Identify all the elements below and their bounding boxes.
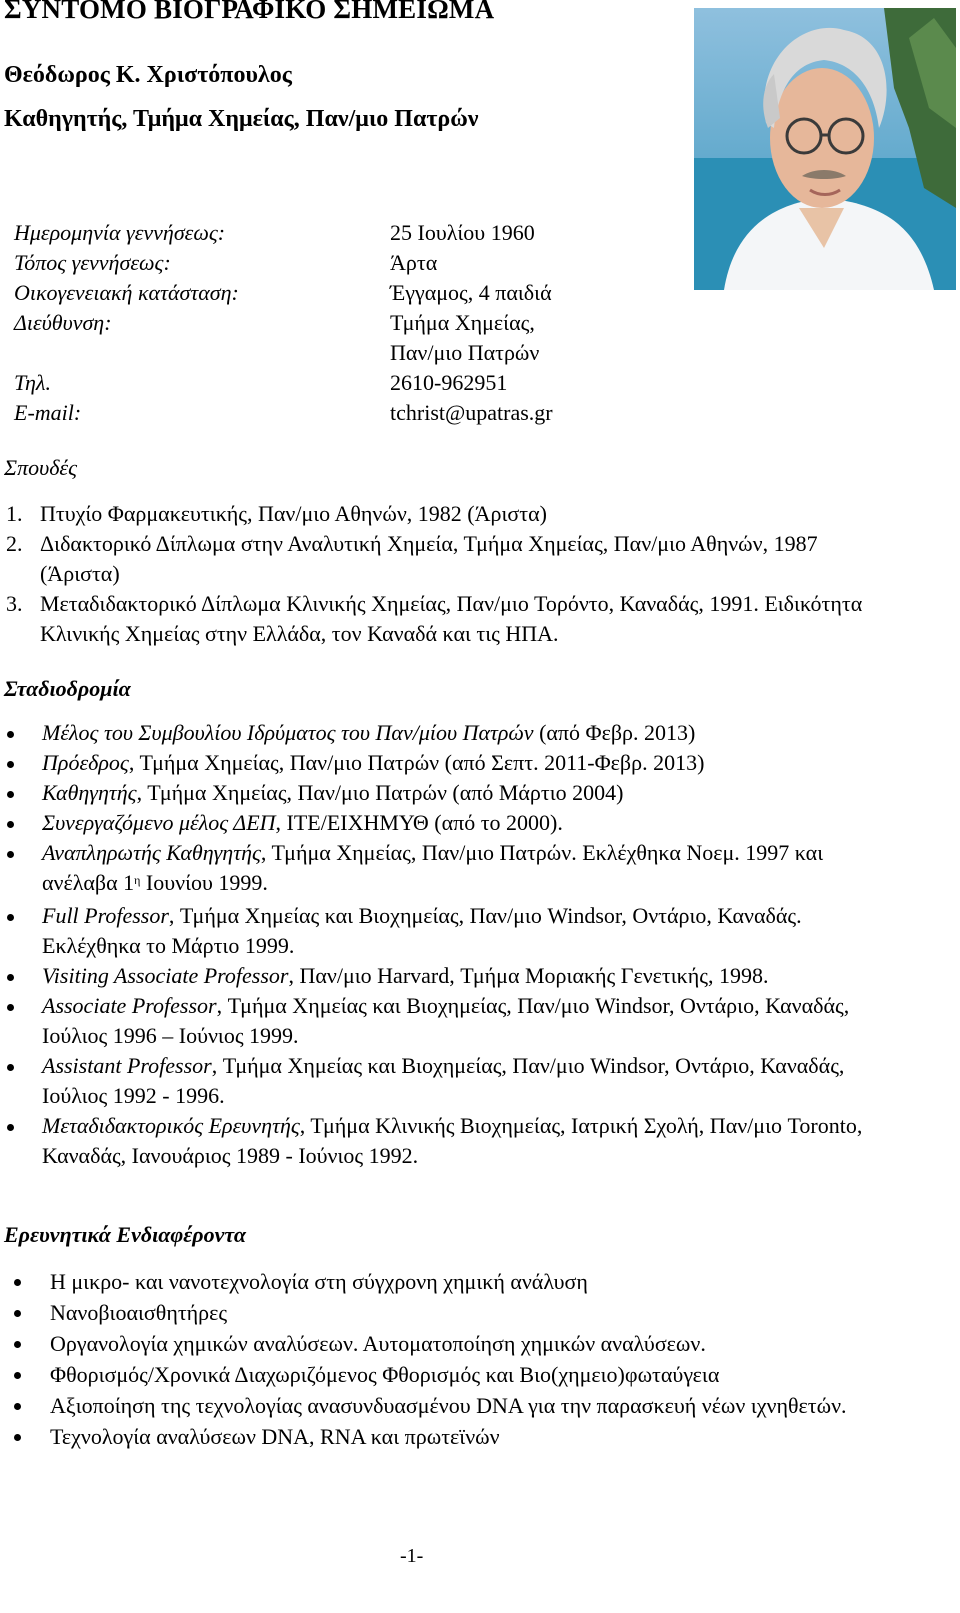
info-value: Παν/μιο Πατρών	[390, 340, 540, 365]
list-item	[0, 778, 900, 808]
list-item	[0, 1421, 900, 1452]
bullet-icon	[7, 1124, 14, 1131]
career-role: Αναπληρωτής Καθηγητής	[42, 840, 261, 865]
list-item	[0, 808, 900, 838]
item-number: 1.	[6, 501, 23, 526]
bullet-icon	[7, 731, 14, 738]
item-number: 2.	[6, 531, 23, 556]
list-item	[0, 991, 900, 1051]
item-number: 3.	[6, 591, 23, 616]
career-detail: , Τμήμα Χημείας και Βιοχημείας, Παν/μιο Windsor, Οντάριο, Καναδάς. Εκλέχθηκα το Μάρτιο 1999.	[42, 903, 802, 958]
list-item	[0, 838, 900, 901]
bullet-icon	[14, 1372, 21, 1379]
list-item	[0, 1111, 900, 1171]
interest-text: Αξιοποίηση της τεχνολογίας ανασυνδυασμένου DNA για την παρασκευή νέων ιχνηθετών.	[50, 1393, 847, 1418]
info-label: Ημερομηνία γεννήσεως:	[14, 220, 226, 245]
career-role: Συνεργαζόμενο μέλος ΔΕΠ	[42, 810, 276, 835]
info-label: Τόπος γεννήσεως:	[14, 250, 171, 275]
list-item	[0, 748, 900, 778]
list-item	[0, 961, 900, 991]
bullet-icon	[7, 821, 14, 828]
education-heading: Σπουδές	[4, 455, 78, 480]
list-item	[0, 1297, 900, 1328]
career-role: Πρόεδρος	[42, 750, 129, 775]
bullet-icon	[7, 1004, 14, 1011]
career-detail: , Τμήμα Χημείας και Βιοχημείας, Παν/μιο Windsor, Οντάριο, Καναδάς, Ιούλιος 1992 - 1996.	[42, 1053, 845, 1108]
bullet-icon	[7, 914, 14, 921]
career-role: Καθηγητής	[42, 780, 137, 805]
career-detail: (από Φεβρ. 2013)	[533, 720, 696, 745]
info-label: Οικογενειακή κατάσταση:	[14, 280, 239, 305]
career-detail: , Τμήμα Κλινικής Βιοχημείας, Ιατρική Σχολή, Παν/μιο Toronto, Καναδάς, Ιανουάριος 1989 - Ιούνιος 1992.	[42, 1113, 863, 1168]
info-label: Τηλ.	[14, 370, 51, 395]
person-name: Θεόδωρος Κ. Χριστόπουλος	[4, 62, 292, 88]
list-item	[0, 901, 900, 961]
list-item	[0, 1266, 900, 1297]
career-role: Visiting Associate Professor	[42, 963, 289, 988]
education-list	[6, 499, 886, 649]
person-position: Καθηγητής, Τμήμα Χημείας, Παν/μιο Πατρών	[4, 106, 479, 132]
info-value: 2610-962951	[390, 370, 508, 395]
ordinal-suffix: η	[134, 873, 141, 887]
info-label: Διεύθυνση:	[14, 310, 112, 335]
interests-list	[0, 1266, 900, 1452]
list-item	[0, 1390, 900, 1421]
career-list	[0, 718, 900, 1171]
info-value: Έγγαμος, 4 παιδιά	[390, 280, 552, 305]
career-detail-tail: Ιουνίου 1999.	[140, 870, 268, 895]
list-item	[0, 1359, 900, 1390]
career-role: Μεταδιδακτορικός Ερευνητής	[42, 1113, 300, 1138]
career-heading: Σταδιοδρομία	[4, 676, 131, 701]
career-role: Μέλος του Συμβουλίου Ιδρύματος του Παν/μίου Πατρών	[42, 720, 534, 745]
item-text: Πτυχίο Φαρμακευτικής, Παν/μιο Αθηνών, 1982 (Άριστα)	[40, 501, 547, 526]
interest-text: Φθορισμός/Χρονικά Διαχωριζόμενος Φθορισμός και Βιο(χημειο)φωταύγεια	[50, 1362, 720, 1387]
bullet-icon	[14, 1434, 21, 1441]
info-value: Άρτα	[390, 250, 438, 275]
list-item	[0, 1051, 900, 1111]
interests-heading: Ερευνητικά Ενδιαφέροντα	[4, 1222, 247, 1247]
list-item	[0, 718, 900, 748]
career-role: Associate Professor	[42, 993, 217, 1018]
bullet-icon	[7, 761, 14, 768]
interest-text: Νανοβιοαισθητήρες	[50, 1300, 228, 1325]
email-link[interactable]: tchrist@upatras.gr	[390, 400, 553, 425]
interest-text: Τεχνολογία αναλύσεων DNA, RNA και πρωτεϊνών	[50, 1424, 500, 1449]
career-detail: , Παν/μιο Harvard, Τμήμα Μοριακής Γενετικής, 1998.	[288, 963, 769, 988]
list-item	[0, 1328, 900, 1359]
info-value: Τμήμα Χημείας,	[390, 310, 535, 335]
career-detail: , ΙΤΕ/ΕΙΧΗΜΥΘ (από το 2000).	[275, 810, 563, 835]
portrait-photo	[694, 8, 956, 290]
interest-text: Η μικρο- και νανοτεχνολογία στη σύγχρονη χημική ανάλυση	[50, 1269, 588, 1294]
document-title: ΣΥΝΤΟΜΟ ΒΙΟΓΡΑΦΙΚΟ ΣΗΜΕΙΩΜΑ	[4, 0, 495, 24]
list-item	[6, 499, 886, 529]
info-value: 25 Ιουλίου 1960	[390, 220, 535, 245]
bullet-icon	[7, 791, 14, 798]
page-number: -1-	[400, 1545, 424, 1567]
bullet-icon	[14, 1310, 21, 1317]
bullet-icon	[7, 1064, 14, 1071]
item-text: Μεταδιδακτορικό Δίπλωμα Κλινικής Χημείας, Παν/μιο Τορόντο, Καναδάς, 1991. Ειδικότητα Κλινικής Χημείας στην Ελλάδα, τον Καναδά και τις ΗΠΑ.	[40, 591, 863, 646]
list-item	[6, 529, 886, 589]
bullet-icon	[14, 1341, 21, 1348]
list-item	[6, 589, 886, 649]
bullet-icon	[7, 974, 14, 981]
item-text: Διδακτορικό Δίπλωμα στην Αναλυτική Χημεία, Τμήμα Χημείας, Παν/μιο Αθηνών, 1987 (Άριστα)	[40, 531, 818, 586]
career-detail: , Τμήμα Χημείας και Βιοχημείας, Παν/μιο Windsor, Οντάριο, Καναδάς, Ιούλιος 1996 – Ιούνιος 1999.	[42, 993, 850, 1048]
career-role: Assistant Professor	[42, 1053, 212, 1078]
bullet-icon	[7, 851, 14, 858]
bullet-icon	[14, 1279, 21, 1286]
interest-text: Οργανολογία χημικών αναλύσεων. Αυτοματοποίηση χημικών αναλύσεων.	[50, 1331, 706, 1356]
career-detail: , Τμήμα Χημείας, Παν/μιο Πατρών (από Σεπτ. 2011-Φεβρ. 2013)	[128, 750, 705, 775]
bullet-icon	[14, 1403, 21, 1410]
career-detail: , Τμήμα Χημείας, Παν/μιο Πατρών (από Μάρτιο 2004)	[136, 780, 624, 805]
career-role: Full Professor	[42, 903, 169, 928]
info-label: E-mail:	[14, 400, 82, 425]
career-detail: , Τμήμα Χημείας, Παν/μιο Πατρών. Εκλέχθηκα Νοεμ. 1997 και ανέλαβα 1	[42, 840, 824, 895]
